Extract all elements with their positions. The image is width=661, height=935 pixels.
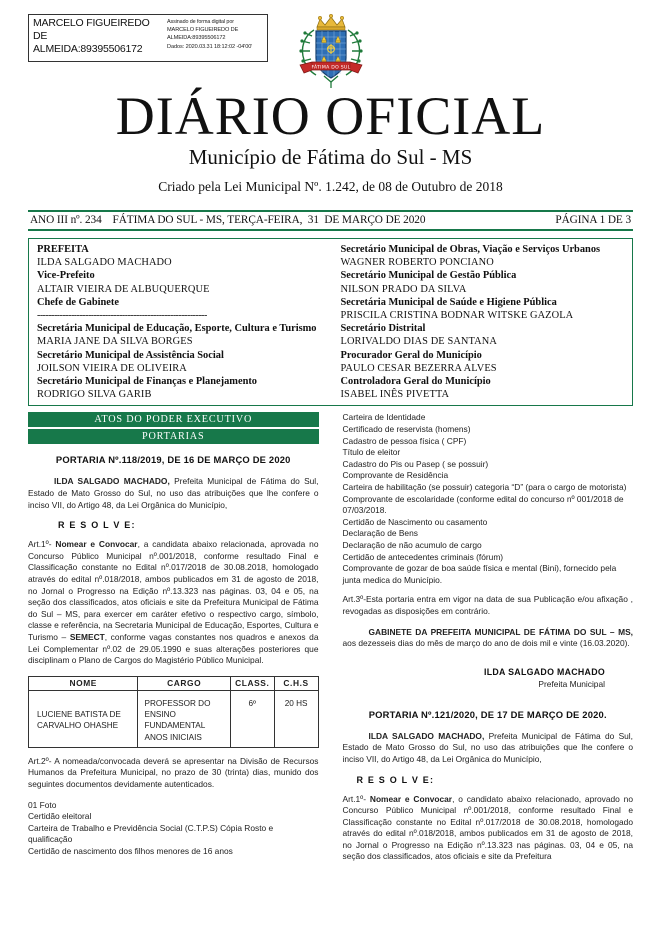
table-header-row [29,676,319,690]
official-name: ILDA SALGADO MACHADO [37,257,172,269]
official-role: Secretária Municipal de Educação, Esporte, Cultura e Turismo [37,323,317,335]
art1-action: Nomear e Convocar [369,793,453,804]
section-band-atos: ATOS DO PODER EXECUTIVO [28,412,319,427]
edition-info: ANO III nº. 234 FÁTIMA DO SUL - MS, TERÇA-FEIRA, 31 DE MARÇO DE 2020 [30,214,426,226]
signature-detail-head: Assinado de forma digital por [167,19,234,25]
page-number: PÁGINA 1 DE 3 [555,214,631,226]
portaria-118-art1 [28,539,319,667]
masthead-subtitle: Município de Fátima do Sul - MS [188,145,473,169]
officials-column-left [29,243,331,401]
official-role: Secretário Municipal de Assistência Social [37,349,224,361]
column-header-class: CLASS. [230,676,274,690]
required-documents-list-part2 [343,412,634,586]
list-item: Declaração de Bens [342,528,418,539]
portaria-118-preamble [28,476,319,511]
official-name: PRISCILA CRISTINA BODNAR WITSKE GAZOLA [340,310,574,322]
cell-class: 6º [230,690,274,747]
digital-signature-stamp [28,14,268,62]
portaria-118-art3: Art.3º-Esta portaria entra em vigor na data de sua Publicação e/ou afixação , revogadas as disposições em contrário. [342,594,633,616]
svg-text:FÁTIMA DO SUL: FÁTIMA DO SUL [310,65,351,71]
officials-box [28,238,633,406]
art1-body: , o candidato abaixo relacionado, aprovado no Concurso Público Municipal nº.001/2018, conforme resultado Final e Classificação constante no Edital nº.017/2018 de 30.08.2018, homologado através do edital nº.018/2018, ambos publicados em 31 de agosto de 2018, no Jornal o Progresso na Edição nº.13.323 nas páginas. 03, 04 e 05, na seção dos classificados, atos oficiais e site da Prefeitura [342,793,633,862]
list-item: Certidão eleitoral [28,811,92,822]
cell-chs: 20 HS [274,690,318,747]
official-name: RODRIGO SILVA GARIB [37,389,152,401]
cell-cargo: PROFESSOR DO ENSINO FUNDAMENTAL ANOS INICIAIS [138,690,230,747]
signature-details [164,15,267,61]
gabinete-heading: GABINETE DA PREFEITA MUNICIPAL DE FÁTIMA DO SUL – MS, [368,626,633,637]
column-header-chs: C.H.S [274,676,318,690]
list-item: Declaração de não acumulo de cargo [342,539,482,550]
edition-bar [28,210,633,231]
signature-detail-name-1: MARCELO FIGUEIREDO DE [167,27,239,34]
signature-detail-name-2: ALMEIDA:89395506172 [167,35,226,42]
official-name: NILSON PRADO DA SILVA [340,283,467,295]
page-title: DIÁRIO OFICIAL [115,86,546,146]
art1-label: Art.1º- [28,539,56,550]
preamble-text: Prefeita Municipal de Fátima do Sul, Estado de Mato Grosso do Sul, no uso das atribuições que lhe confere o inciso VII, do Artigo 48, da Lei Orgânica do Município, [28,476,319,510]
masthead-law-line: Criado pela Lei Municipal Nº. 1.242, de 08 de Outubro de 2018 [158,179,503,194]
official-role: Controladora Geral do Município [340,376,491,388]
signature-detail-date: Dados: 2020.03.31 18:12:02 -04'00' [167,43,253,50]
official-role: Secretário Municipal de Finanças e Planejamento [37,376,258,388]
official-role: Secretário Municipal de Gestão Pública [340,270,517,282]
official-role: Vice-Prefeito [37,270,95,282]
official-name: MARIA JANE DA SILVA BORGES [37,336,193,348]
portaria-121-resolve: R E S O L V E: [356,774,435,785]
art1-action: Nomear e Convocar [55,539,138,550]
portaria-118-gabinete [343,627,634,650]
official-role: Chefe de Gabinete [37,296,119,308]
cell-nome: LUCIENE BATISTA DE CARVALHO OHASHE [29,690,138,747]
list-item: Certificado de reservista (homens) [342,424,471,435]
signature-name-line-1: MARCELO FIGUEIREDO [33,17,150,29]
column-left [28,412,331,857]
table-row [29,690,319,747]
required-documents-list-part1 [28,800,319,858]
body-columns [28,412,633,863]
art1-label: Art.1º- [342,793,370,804]
art2-label: Art.2º- [28,755,55,766]
portaria-118-title: PORTARIA Nº.118/2019, DE 16 DE MARÇO DE 2020 [55,454,291,466]
list-item: Certidão de nascimento dos filhos menores de 16 anos [28,845,233,856]
official-name: ISABEL INÊS PIVETTA [340,389,450,401]
art2-body: A nomeada/convocada deverá se apresentar na Divisão de Recursos Humanos da Prefeitura Municipal, no prazo de 30 (trinta) dias, munido dos seguintes documentos devidamente autenticados. [28,755,319,789]
portaria-121-title: PORTARIA Nº.121/2020, DE 17 DE MARÇO DE 2020. [368,708,607,720]
preamble-text: Prefeita Municipal de Fátima do Sul, Estado de Mato Grosso do Sul, no uso das atribuições que lhe confere o inciso VII, do Artigo 48, da Lei Orgânica do Município, [342,730,633,764]
official-name: LORIVALDO DIAS DE SANTANA [340,336,497,348]
official-role: PREFEITA [37,244,89,255]
official-role: Secretária Municipal de Saúde e Higiene Pública [340,296,557,308]
gabinete-body: aos dezesseis dias do mês de março do ano de dois mil e vinte (16.03.2020). [342,638,630,649]
list-item: Comprovante de escolaridade (conforme edital do concurso nº 001/2018 de 07/03/2018. [342,493,624,516]
official-name: JOILSON VIEIRA DE OLIVEIRA [37,362,187,374]
art1-body-2: , conforme vagas constantes nos quadros e anexos da Lei Complementar nº.02 de 29.05.1990 e suas alterações posteriores que disciplinam o Plano de Cargos do Magistério Público Municipal. [28,631,319,666]
appointment-table [28,676,319,748]
signature-name-line-2: DE [33,30,48,42]
coat-of-arms-icon [292,10,370,90]
signature-name-line-3: ALMEIDA:89395506172 [33,43,143,55]
portaria-118-art2 [28,756,319,791]
official-role: Secretário Distrital [340,323,426,335]
list-item: Cadastro de pessoa física ( CPF) [342,435,467,446]
list-item: Certidão de antecedentes criminais (fórum) [342,551,504,562]
list-item: Comprovante de Residência [342,470,449,481]
list-item: Carteira de habilitação (se possuir) categoria “D” (para o cargo de motorista) [342,482,627,492]
official-name: WAGNER ROBERTO PONCIANO [340,257,494,269]
column-header-cargo: CARGO [138,676,230,690]
list-item: Certidão de Nascimento ou casamento [342,516,488,527]
section-band-portarias: PORTARIAS [28,429,319,444]
list-item: Título de eleitor [342,447,401,458]
portaria-118-signature [343,666,634,690]
art1-semect: SEMECT [69,631,105,642]
signature-name [29,15,164,61]
list-item: Carteira de Identidade [342,412,426,423]
portaria-121-art1 [343,794,634,864]
preamble-mayor-name: ILDA SALGADO MACHADO, [368,730,485,741]
list-item: Cadastro do Pis ou Pasep ( se possuir) [342,458,489,469]
signature-mayor-name: ILDA SALGADO MACHADO [483,666,605,677]
signature-mayor-role: Prefeita Municipal [538,678,605,689]
officials-separator: ------------------------------------------------------------ [37,310,207,322]
list-item: 01 Foto [28,799,57,810]
column-right [331,412,634,863]
column-header-nome: NOME [29,676,138,690]
portaria-118-resolve: R E S O L V E: [58,520,136,531]
official-role: Procurador Geral do Município [340,349,482,361]
art1-body: , a candidata abaixo relacionada, aprovada no Concurso Público Municipal nº.001/2018, conforme resultado Final e Classificação constante no Edital nº.017/2018 de 30.08.2018, homologado através do edital nº.018/2018, ambos publicados em 31 de agosto de 2018, no Jornal o Progresso na Edição nº.13.323 nas páginas. 03, 04 e 05, na seção dos classificados, atos oficiais e site da Prefeitura Municipal de Fátima do Sul – MS, para exercer em caráter efetivo o respectivo cargo, símbolo, classe e referência, na Secretaria Municipal de Educação, Esportes, Cultura e Turismo – [28,539,319,642]
official-role: Secretário Municipal de Obras, Viação e Serviços Urbanos [340,244,601,255]
portaria-121-preamble [343,731,634,766]
officials-column-right [331,243,633,401]
official-name: PAULO CESAR BEZERRA ALVES [340,362,497,374]
list-item: Comprovante de gozar de boa saúde física e mental (Bini), fornecido pela junta medica do Município. [342,563,617,585]
preamble-mayor-name: ILDA SALGADO MACHADO, [54,476,170,487]
list-item: Carteira de Trabalho e Previdência Social (C.T.P.S) Cópia Rosto e qualificação [28,822,274,845]
official-name: ALTAIR VIEIRA DE ALBUQUERQUE [37,283,210,295]
